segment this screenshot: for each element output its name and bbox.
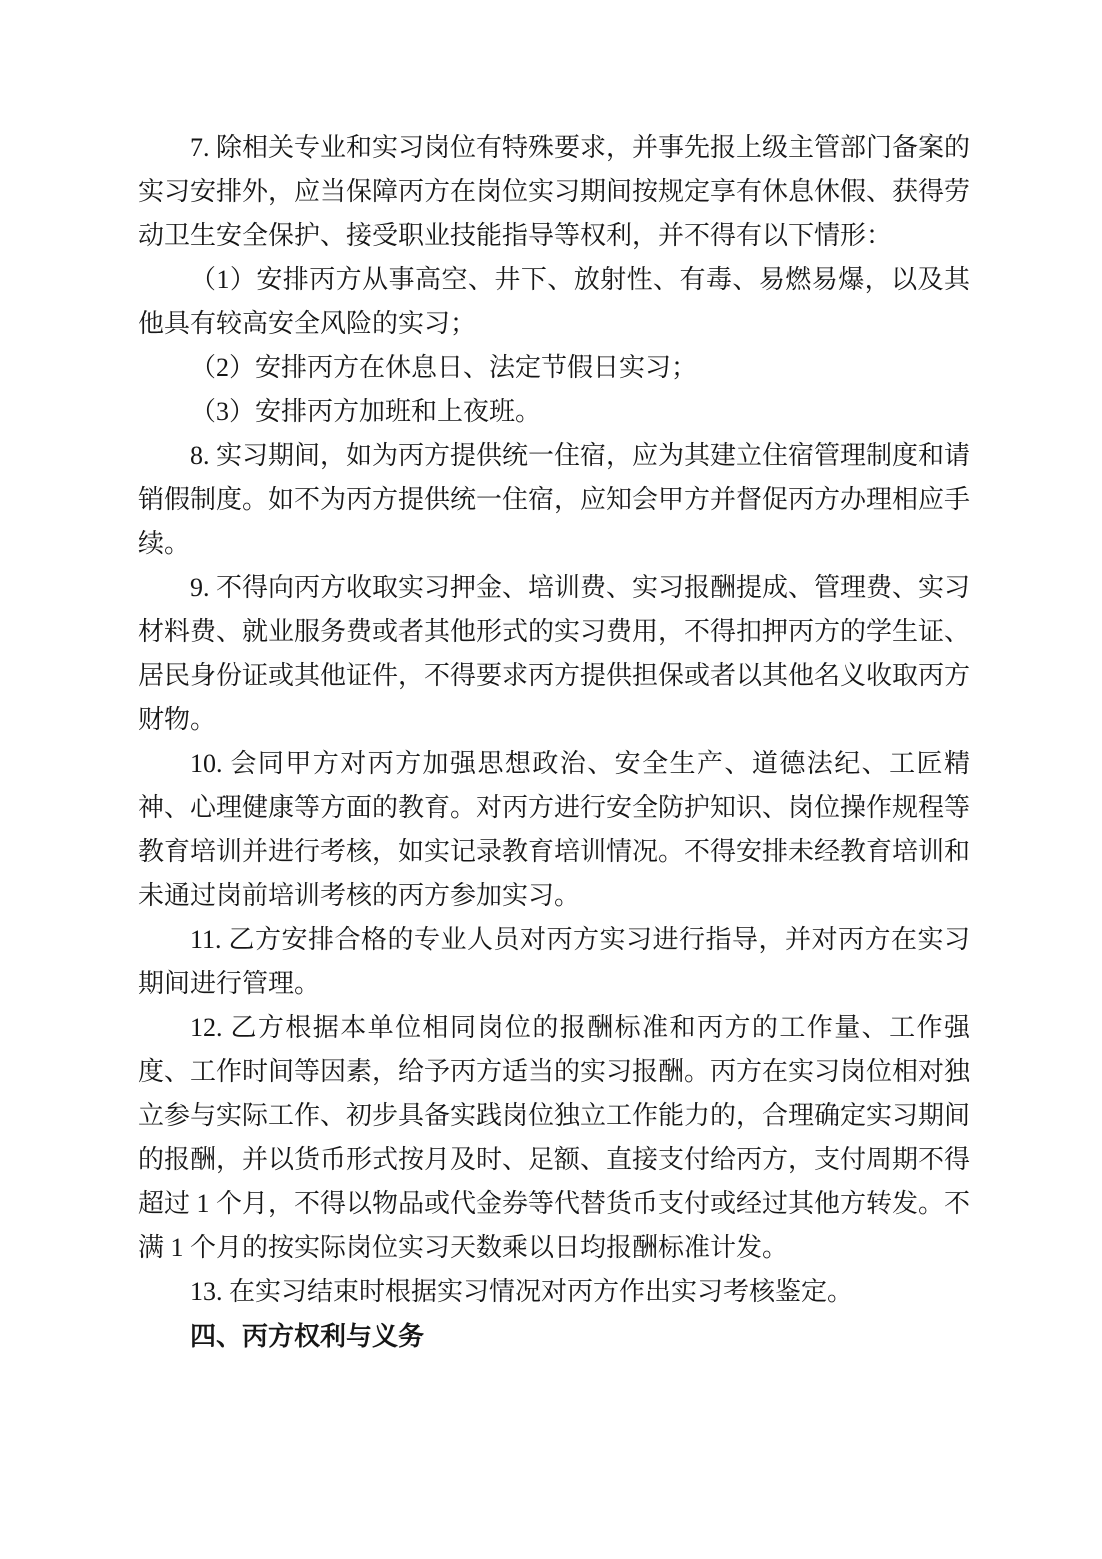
paragraph: （2）安排丙方在休息日、法定节假日实习； bbox=[190, 353, 698, 382]
paragraph: 7. 除相关专业和实习岗位有特殊要求，并事先报上级主管部门备案的实习安排外，应当保障丙方在岗位实习期间按规定享有休息休假、获得劳动卫生安全保护、接受职业技能指导等权利，并不得有以下情形： bbox=[138, 133, 971, 250]
paragraph: 13. 在实习结束时根据实习情况对丙方作出实习考核鉴定。 bbox=[190, 1277, 854, 1306]
paragraph: 10. 会同甲方对丙方加强思想政治、安全生产、道德法纪、工匠精神、心理健康等方面的教育。对丙方进行安全防护知识、岗位操作规程等教育培训并进行考核，如实记录教育培训情况。不得安排未经教育培训和未通过岗前培训考核的丙方参加实习。 bbox=[138, 749, 971, 910]
section-heading: 四、丙方权利与义务 bbox=[190, 1321, 425, 1351]
paragraph: （1）安排丙方从事高空、井下、放射性、有毒、易燃易爆，以及其他具有较高安全风险的实习； bbox=[138, 265, 970, 338]
paragraph: 9. 不得向丙方收取实习押金、培训费、实习报酬提成、管理费、实习材料费、就业服务费或者其他形式的实习费用，不得扣押丙方的学生证、居民身份证或其他证件，不得要求丙方提供担保或者以其他名义收取丙方财物。 bbox=[138, 573, 971, 734]
document-body bbox=[138, 126, 970, 1358]
paragraph: （3）安排丙方加班和上夜班。 bbox=[190, 397, 542, 426]
paragraph: 12. 乙方根据本单位相同岗位的报酬标准和丙方的工作量、工作强度、工作时间等因素，给予丙方适当的实习报酬。丙方在实习岗位相对独立参与实际工作、初步具备实践岗位独立工作能力的，合理确定实习期间的报酬，并以货币形式按月及时、足额、直接支付给丙方，支付周期不得超过 1 个月，不得以物品或代金券等代替货币支付或经过其他方转发。不满 1 个月的按实际岗位实习天数乘以日均报酬标准计发。 bbox=[138, 1013, 971, 1262]
paragraph: 8. 实习期间，如为丙方提供统一住宿，应为其建立住宿管理制度和请销假制度。如不为丙方提供统一住宿，应知会甲方并督促丙方办理相应手续。 bbox=[138, 441, 971, 558]
paragraph: 11. 乙方安排合格的专业人员对丙方实习进行指导，并对丙方在实习期间进行管理。 bbox=[138, 925, 970, 998]
